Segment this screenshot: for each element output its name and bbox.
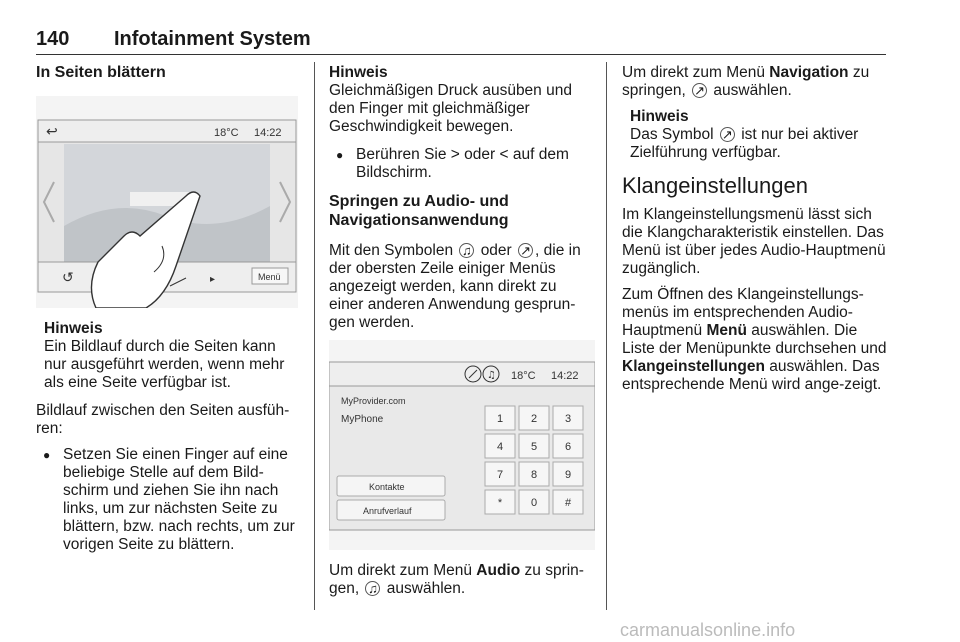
column-divider [314, 62, 315, 610]
keypad-key-label: * [497, 497, 503, 509]
back-icon: ↩ [46, 124, 58, 140]
note-text: Ein Bildlauf durch die Seiten kann nur ausgeführt werden, wenn mehr als eine Seite verfügbar ist. [44, 338, 285, 391]
keypad-key-label: 4 [496, 441, 504, 453]
note-title: Hinweis [329, 64, 388, 81]
bullet-list [36, 446, 302, 554]
svg-text:♫: ♫ [487, 370, 496, 381]
note-title: Hinweis [630, 108, 689, 125]
keypad-key-label: 3 [564, 413, 572, 425]
keypad-key-label: 1 [496, 413, 504, 425]
play-icon: ▸ [210, 274, 216, 285]
page-title: Infotainment System [114, 28, 311, 50]
keypad-key-label: 5 [530, 441, 538, 453]
keypad-key-label: 7 [496, 469, 504, 481]
paragraph: Mit den Symbolen ♫ oder ↗ , die in der obersten Zeile einiger Menüs angezeigt werden, kann direkt zu einer anderen Anwendung gesprun-gen werden. [329, 242, 581, 331]
keypad-key-label: # [564, 497, 572, 509]
paragraph: Um direkt zum Menü Audio zu sprin-gen, ♫ auswählen. [329, 562, 584, 597]
temp-label: 18°C [511, 370, 536, 382]
menu-button-label: Menü [258, 272, 281, 282]
audio-symbol-icon: ♫ [365, 581, 380, 596]
note-title: Hinweis [44, 320, 103, 337]
keypad-key-label: 0 [530, 497, 538, 509]
note-block [329, 64, 595, 136]
figure-phone-screen [329, 340, 595, 550]
column-2 [329, 64, 595, 606]
note-text: Das Symbol ↗ ist nur bei aktiver Zielführung verfügbar. [630, 126, 859, 161]
rotate-icon: ↺ [62, 270, 74, 286]
page-header [36, 28, 886, 55]
call-history-button-label: Anrufverlauf [363, 506, 412, 516]
note-block [36, 320, 302, 392]
navigation-symbol-icon: ↗ [518, 243, 533, 258]
chevron-right-icon: > [450, 146, 460, 163]
chevron-left-icon: < [499, 146, 509, 163]
page-number: 140 [36, 28, 70, 50]
keypad-key-label: 9 [564, 469, 572, 481]
time-label: 14:22 [551, 370, 579, 382]
keypad-key-label: 2 [530, 413, 538, 425]
paragraph: Um direkt zum Menü Navigation zu springen, ↗ auswählen. [622, 64, 870, 99]
note-text: Gleichmäßigen Druck ausüben und den Finger mit gleichmäßiger Geschwindigkeit bewegen. [329, 82, 572, 135]
navigation-symbol-icon: ↗ [692, 83, 707, 98]
note-block [622, 108, 888, 162]
phone-name: MyPhone [341, 414, 384, 425]
navigation-symbol-icon: ↗ [720, 127, 735, 142]
audio-symbol-icon: ♫ [459, 243, 474, 258]
time-label: 14:22 [254, 127, 282, 139]
section-heading-scroll: In Seiten blättern [36, 64, 166, 81]
provider-label: MyProvider.com [341, 396, 406, 406]
bullet-list [329, 146, 595, 182]
column-3 [622, 64, 888, 402]
paragraph: Im Klangeinstellungsmenü lässt sich die Klangcharakteristik einstellen. Das Menü ist über jedes Audio-Hauptmenü zugänglich. [622, 206, 886, 277]
list-item: ● Berühren Sie > oder < auf dem Bildschirm. [329, 146, 595, 182]
paragraph: Bildlauf zwischen den Seiten ausfüh-ren: [36, 402, 290, 437]
contacts-button-label: Kontakte [369, 482, 405, 492]
list-item: ● Setzen Sie einen Finger auf eine beliebige Stelle auf dem Bild-schirm und ziehen Sie ihn nach links, um zur nächsten Seite zu blättern, bzw. nach rechts, um zur vorigen Seite zu blättern. [36, 446, 302, 554]
keypad-key-label: 8 [530, 469, 538, 481]
figure-swipe-screen [36, 96, 302, 308]
section-heading-jump: Springen zu Audio- und Navigationsanwendung [329, 193, 509, 229]
column-1 [36, 64, 302, 562]
column-divider [606, 62, 607, 610]
watermark-footer: carmanualsonline.info [620, 620, 796, 640]
keypad-key-label: 6 [564, 441, 572, 453]
temp-label: 18°C [214, 127, 239, 139]
paragraph: Zum Öffnen des Klangeinstellungs-menüs im entsprechenden Audio-Hauptmenü Menü auswählen. Die Liste der Menüpunkte durchsehen und Klangeinstellungen auswählen. Das entsprechende Menü wird ange-zeigt. [622, 286, 887, 393]
section-heading-sound: Klangeinstellungen [622, 173, 808, 198]
